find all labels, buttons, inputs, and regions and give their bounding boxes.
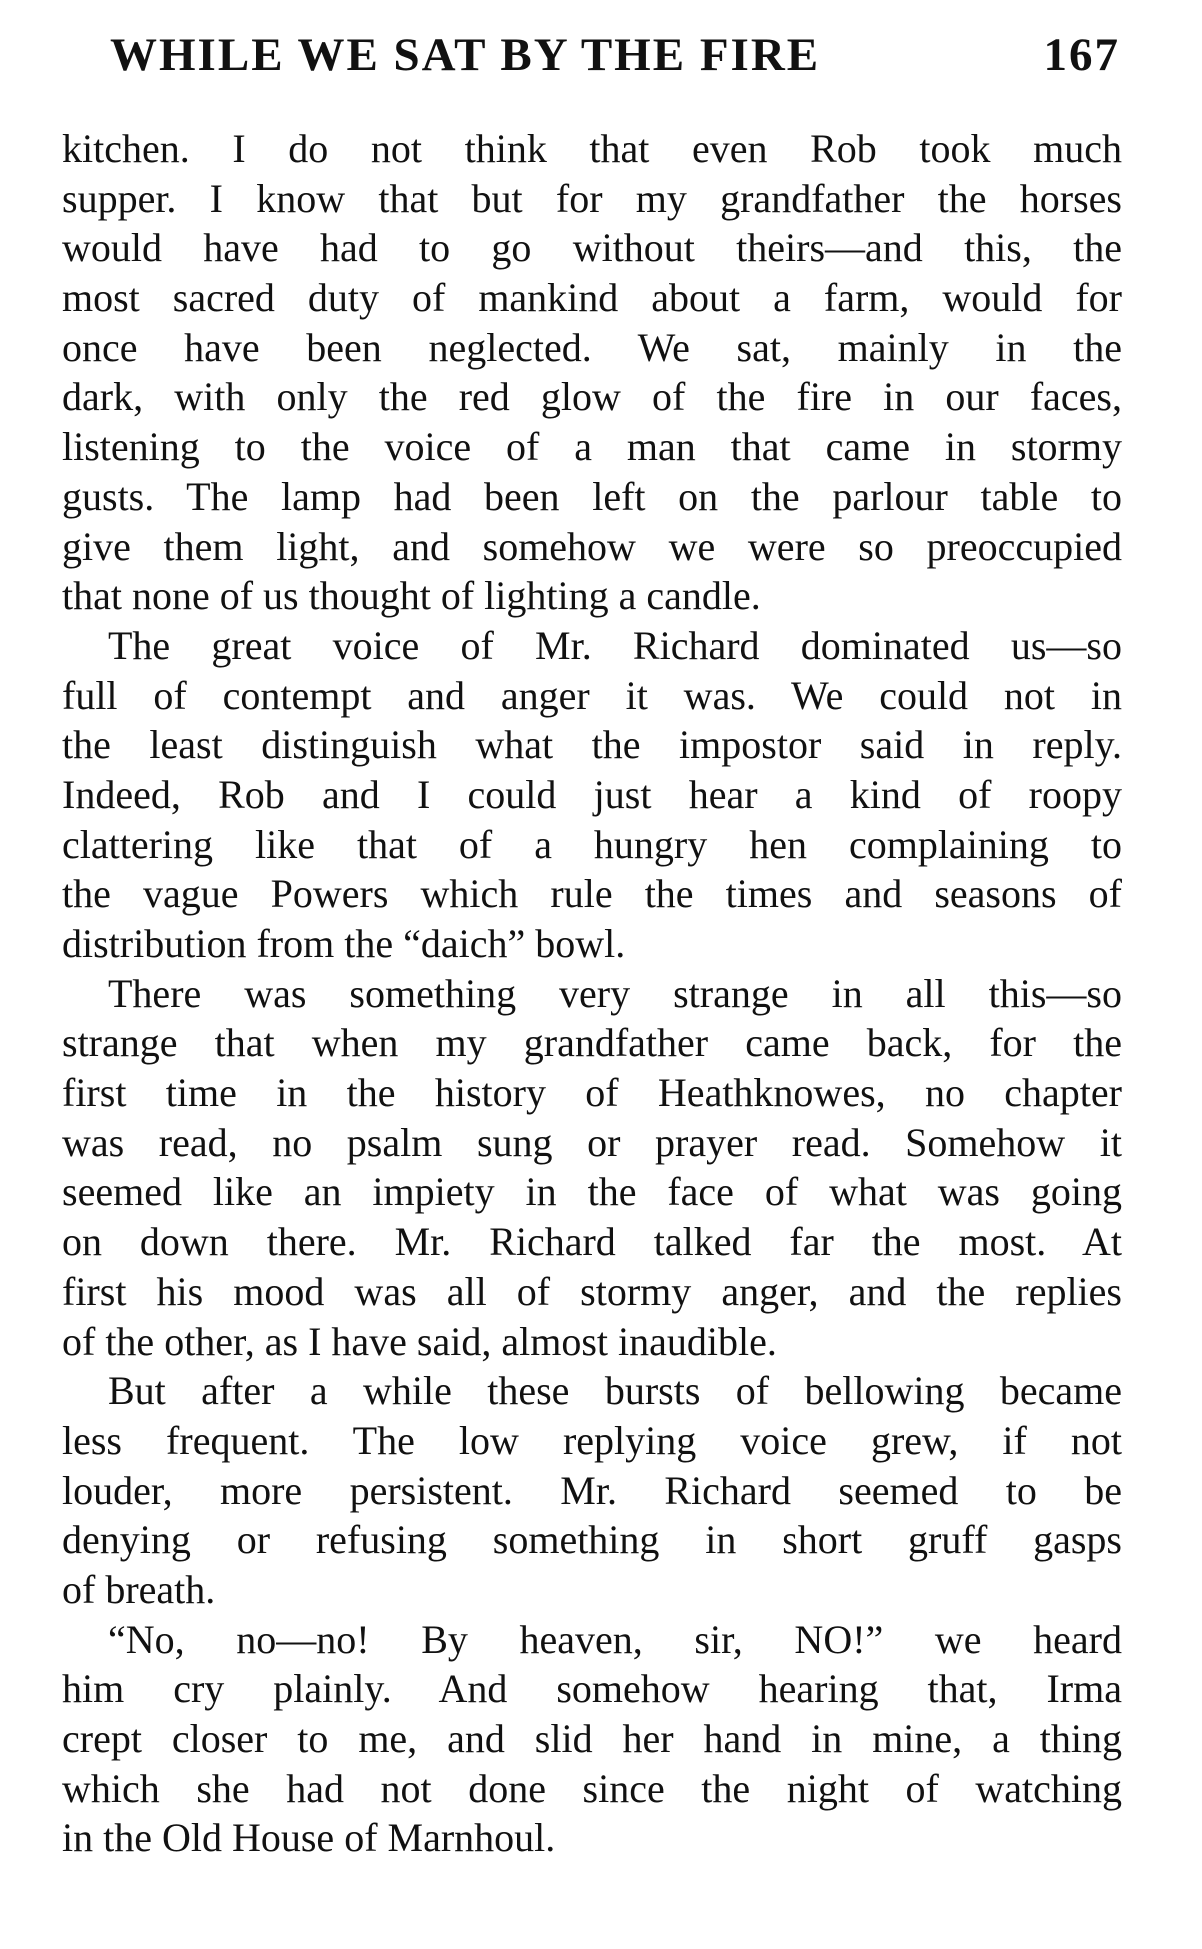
text-line: clattering like that of a hungry hen complaining to: [62, 821, 1122, 867]
running-title: WHILE WE SAT BY THE FIRE: [110, 29, 821, 81]
text-line: Indeed, Rob and I could just hear a kind of roopy: [62, 771, 1122, 817]
text-line: once have been neglected. We sat, mainly in the: [62, 324, 1122, 370]
text-line: on down there. Mr. Richard talked far the most. At: [62, 1219, 1122, 1265]
text-line: would have had to go without theirs—and this, the: [62, 225, 1122, 271]
text-line: seemed like an impiety in the face of what was going: [62, 1169, 1122, 1215]
text-line: full of contempt and anger it was. We could not in: [62, 672, 1122, 718]
text-line: dark, with only the red glow of the fire in our faces,: [62, 374, 1122, 420]
text-line: him cry plainly. And somehow hearing that, Irma: [62, 1666, 1122, 1712]
text-line: the vague Powers which rule the times and seasons of: [62, 871, 1122, 917]
text-line: first his mood was all of stormy anger, and the replies: [62, 1268, 1122, 1314]
text-line: the least distinguish what the impostor said in reply.: [62, 722, 1122, 768]
text-line: first time in the history of Heathknowes, no chapter: [62, 1070, 1122, 1116]
text-line: gusts. The lamp had been left on the parlour table to: [62, 473, 1122, 519]
text-line: in the Old House of Marnhoul.: [62, 1815, 556, 1861]
text-line: louder, more persistent. Mr. Richard seemed to be: [62, 1467, 1122, 1513]
text-line: give them light, and somehow we were so preoccupied: [62, 523, 1122, 569]
text-line: of the other, as I have said, almost inaudible.: [62, 1318, 777, 1364]
text-line: “No, no—no! By heaven, sir, NO!” we heard: [108, 1616, 1122, 1662]
text-line: that none of us thought of lighting a candle.: [62, 573, 761, 619]
text-line: was read, no psalm sung or prayer read. Somehow it: [62, 1119, 1122, 1165]
running-head: [110, 28, 1120, 98]
text-line: But after a while these bursts of bellowing became: [108, 1368, 1122, 1414]
text-line: denying or refusing something in short gruff gasps: [62, 1517, 1122, 1563]
text-line: most sacred duty of mankind about a farm, would for: [62, 275, 1122, 321]
text-line: distribution from the “daich” bowl.: [62, 921, 626, 966]
text-line: listening to the voice of a man that came in stormy: [62, 424, 1122, 470]
body-text: [62, 124, 1122, 1863]
text-line: The great voice of Mr. Richard dominated us—so: [108, 622, 1122, 668]
text-line: supper. I know that but for my grandfather the horses: [62, 175, 1122, 221]
page-number: 167: [1043, 29, 1120, 81]
text-line: crept closer to me, and slid her hand in mine, a thing: [62, 1716, 1122, 1761]
text-line: which she had not done since the night of watching: [62, 1765, 1122, 1811]
text-line: strange that when my grandfather came back, for the: [62, 1020, 1122, 1066]
text-line: less frequent. The low replying voice grew, if not: [62, 1417, 1122, 1463]
text-line: There was something very strange in all this—so: [108, 970, 1122, 1016]
text-line: of breath.: [62, 1566, 216, 1612]
text-line: kitchen. I do not think that even Rob took much: [62, 126, 1122, 171]
